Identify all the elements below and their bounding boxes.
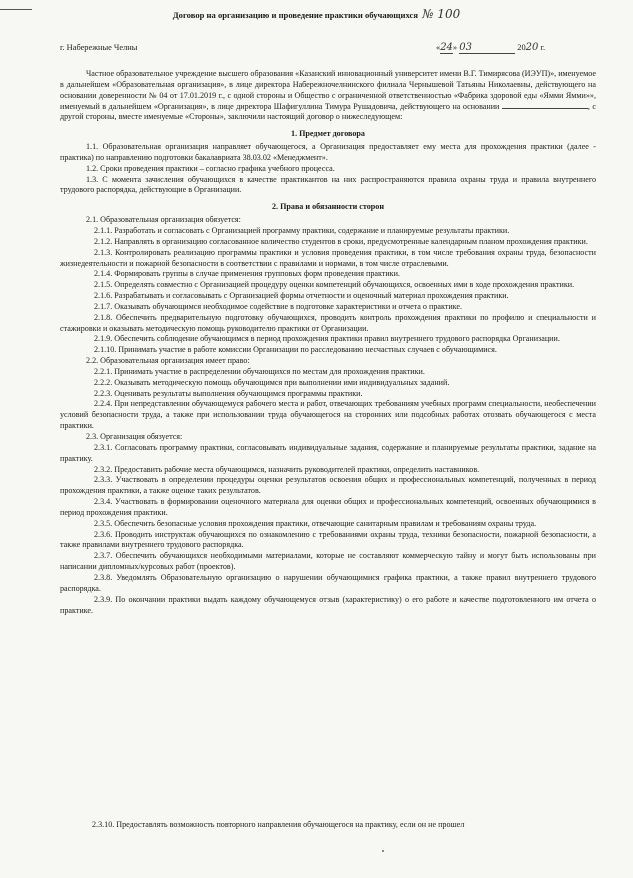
clause-2-3: 2.3. Организация обязуется: [86,432,183,441]
clause-2-1-5: 2.1.5. Определять совместно с Организацией процедуру оценки компетенций обучающихся, освоенных ими в ходе прохождения практики. [94,280,575,290]
clause-2-3-9: 2.3.9. По окончании практики выдать каждому обучающемуся отзыв (характеристику) о его работе и качестве подготовленного им отчета о практике. [60,594,596,615]
clause-2-1-9: 2.1.9. Обеспечить соблюдение обучающимся в период прохождения практики правил внутреннего трудового распорядка Организации. [94,334,560,344]
clause-2-3-3: 2.3.3. Участвовать в определении процедуры оценки результатов освоения общих и профессиональных компетенций, полученных в период прохождения практики, а также оценке таких результатов. [60,475,596,496]
contract-date: «24» 03 2020 г. [436,42,546,53]
clause-2-2: 2.2. Образовательная организация имеет право: [86,356,250,366]
clause-2-1-10: 2.1.10. Принимать участие в работе комиссии Организации по расследованию несчастных случаев с обучающимися. [94,345,497,355]
clause-2-3-6: 2.3.6. Проводить инструктаж обучающихся по ознакомлению с требованиями охраны труда, техники безопасности, пожарной безопасности, а также правилами внутреннего трудового распорядка. [60,529,596,550]
clause-2-3-2: 2.3.2. Предоставить рабочие места обучающимся, назначить руководителей практики, определить наставников. [94,464,480,474]
clause-2-2-3: 2.2.3. Оценивать результаты выполнения обучающимся программы практики. [94,388,363,398]
date-year: 20 [525,42,539,53]
blank-line [502,102,588,109]
clause-2-3-4: 2.3.4. Участвовать в формировании оценочного материала для оценки общих и профессиональных компетенций, освоенных обучающимися в период прохождения практики. [60,497,596,517]
scan-dot [382,850,384,852]
clause-2-1-2: 2.1.2. Направлять в организацию согласованное количество студентов в сроки, предусмотренные календарным планом прохождения практики. [94,236,588,246]
title-text: Договор на организацию и проведение практики обучающихся [172,10,418,20]
preamble: Частное образовательное учреждение высшего образования «Казанский инновационный университет имени В.Г. Тимирясова (ИЭУП)», именуемое в дальнейшем «Образовательная организация», в лице директора Набережночелнинского филиала Чернышевой Татьяны Николаевны, действующего на основании доверенности № 04 от 17.01.2019 г., с одной стороны и Общество с ограниченной ответственностью «Фабрика здоровой еды «Ямми Ямми»», именуемый в дальнейшем «Организация», в лице директора Шафигуллина Тимура Рушадовича, действующего на основании , с другой стороны, вместе именуемые «Стороны», заключили настоящий договор о нижеследующем: [60,69,597,122]
city-line: г. Набережные Челны [60,43,138,52]
date-day: 24 [440,42,453,53]
document-title [0,7,633,21]
clause-2-1-8: 2.1.8. Обеспечить предварительную подготовку обучающихся, проводить контроль прохождения практики по профилю и специальности и стажировки и оказывать методическую помощь руководителю практики от Организации. [60,312,596,333]
clause-2-2-1: 2.2.1. Принимать участие в распределении обучающихся по местам для прохождения практики. [94,366,425,376]
clause-1-1: 1.1. Образовательная организация направляет обучающегося, а Организация предоставляет ему места для прохождения практики (далее - практика) по направлению подготовки бакалавриата 38.03.02 «Менеджмент». [60,142,596,162]
section-1-heading: 1. Предмет договора [291,129,365,139]
clause-2-1-6: 2.1.6. Разрабатывать и согласовывать с Организацией формы отчетности и оценочный материал прохождения практики. [94,291,509,301]
clause-2-3-7: 2.3.7. Обеспечить обучающихся необходимыми материалами, которые не составляют коммерческую тайну и могут быть использованы при написании дипломных/курсовых работ (проектов). [60,551,596,572]
clause-1-3: 1.3. С момента зачисления обучающихся в качестве практикантов на них распространяются правила охраны труда и правила внутреннего трудового распорядка, действующие в Организации. [60,174,596,195]
clause-2-1-4: 2.1.4. Формировать группы в случае применения групповых форм проведения практики. [94,269,400,279]
handwritten-contract-number: № 100 [422,7,461,21]
clause-2-2-4: 2.2.4. При непредставлении обучающемуся рабочего места и работ, отвечающих требованиям учебных программ специальности, необеспечении условий безопасности труда, а также при использовании труда обучающегося на сторонних или подсобных работах отозвать обучающегося с места практики. [60,399,596,431]
clause-2-1-1: 2.1.1. Разработать и согласовать с Организацией программу практики, содержание и планируемые результаты практики. [94,225,510,235]
clause-1-2: 1.2. Сроки проведения практики – согласно графика учебного процесса. [86,163,335,173]
clause-2-3-8: 2.3.8. Уведомлять Образовательную организацию о нарушении обучающимися графика практики, а также правил внутреннего трудового распорядка. [60,572,596,593]
clause-2-3-1: 2.3.1. Согласовать программу практики, согласовывать индивидуальные задания, содержание и планируемые результаты практики, задание на практику. [60,442,596,463]
clause-2-2-2: 2.2.2. Оказывать методическую помощь обучающимся при выполнении ими индивидуальных заданий. [94,377,450,387]
clause-2-1-7: 2.1.7. Оказывать обучающимся необходимое содействие в подготовке характеристики и отчета о практике. [94,301,463,311]
date-month: 03 [459,42,515,54]
document-body [60,69,596,616]
clause-2-1-3: 2.1.3. Контролировать реализацию программы практики и условия проведения практики, в том числе требования охраны труда, безопасности жизнедеятельности и пожарной безопасности в соответствии с правилами и нормами, в том числе отраслевыми. [60,247,596,268]
section-2-heading: 2. Права и обязанности сторон [272,202,384,212]
clause-2-3-10: 2.3.10. Предоставлять возможность повторного направления обучающегося на практику, если он не прошел [92,820,465,829]
clause-2-3-5: 2.3.5. Обеспечить безопасные условия прохождения практики, отвечающие санитарным правилам и требованиям охраны труда. [94,518,537,528]
clause-2-1: 2.1. Образовательная организация обязуется: [86,215,241,225]
